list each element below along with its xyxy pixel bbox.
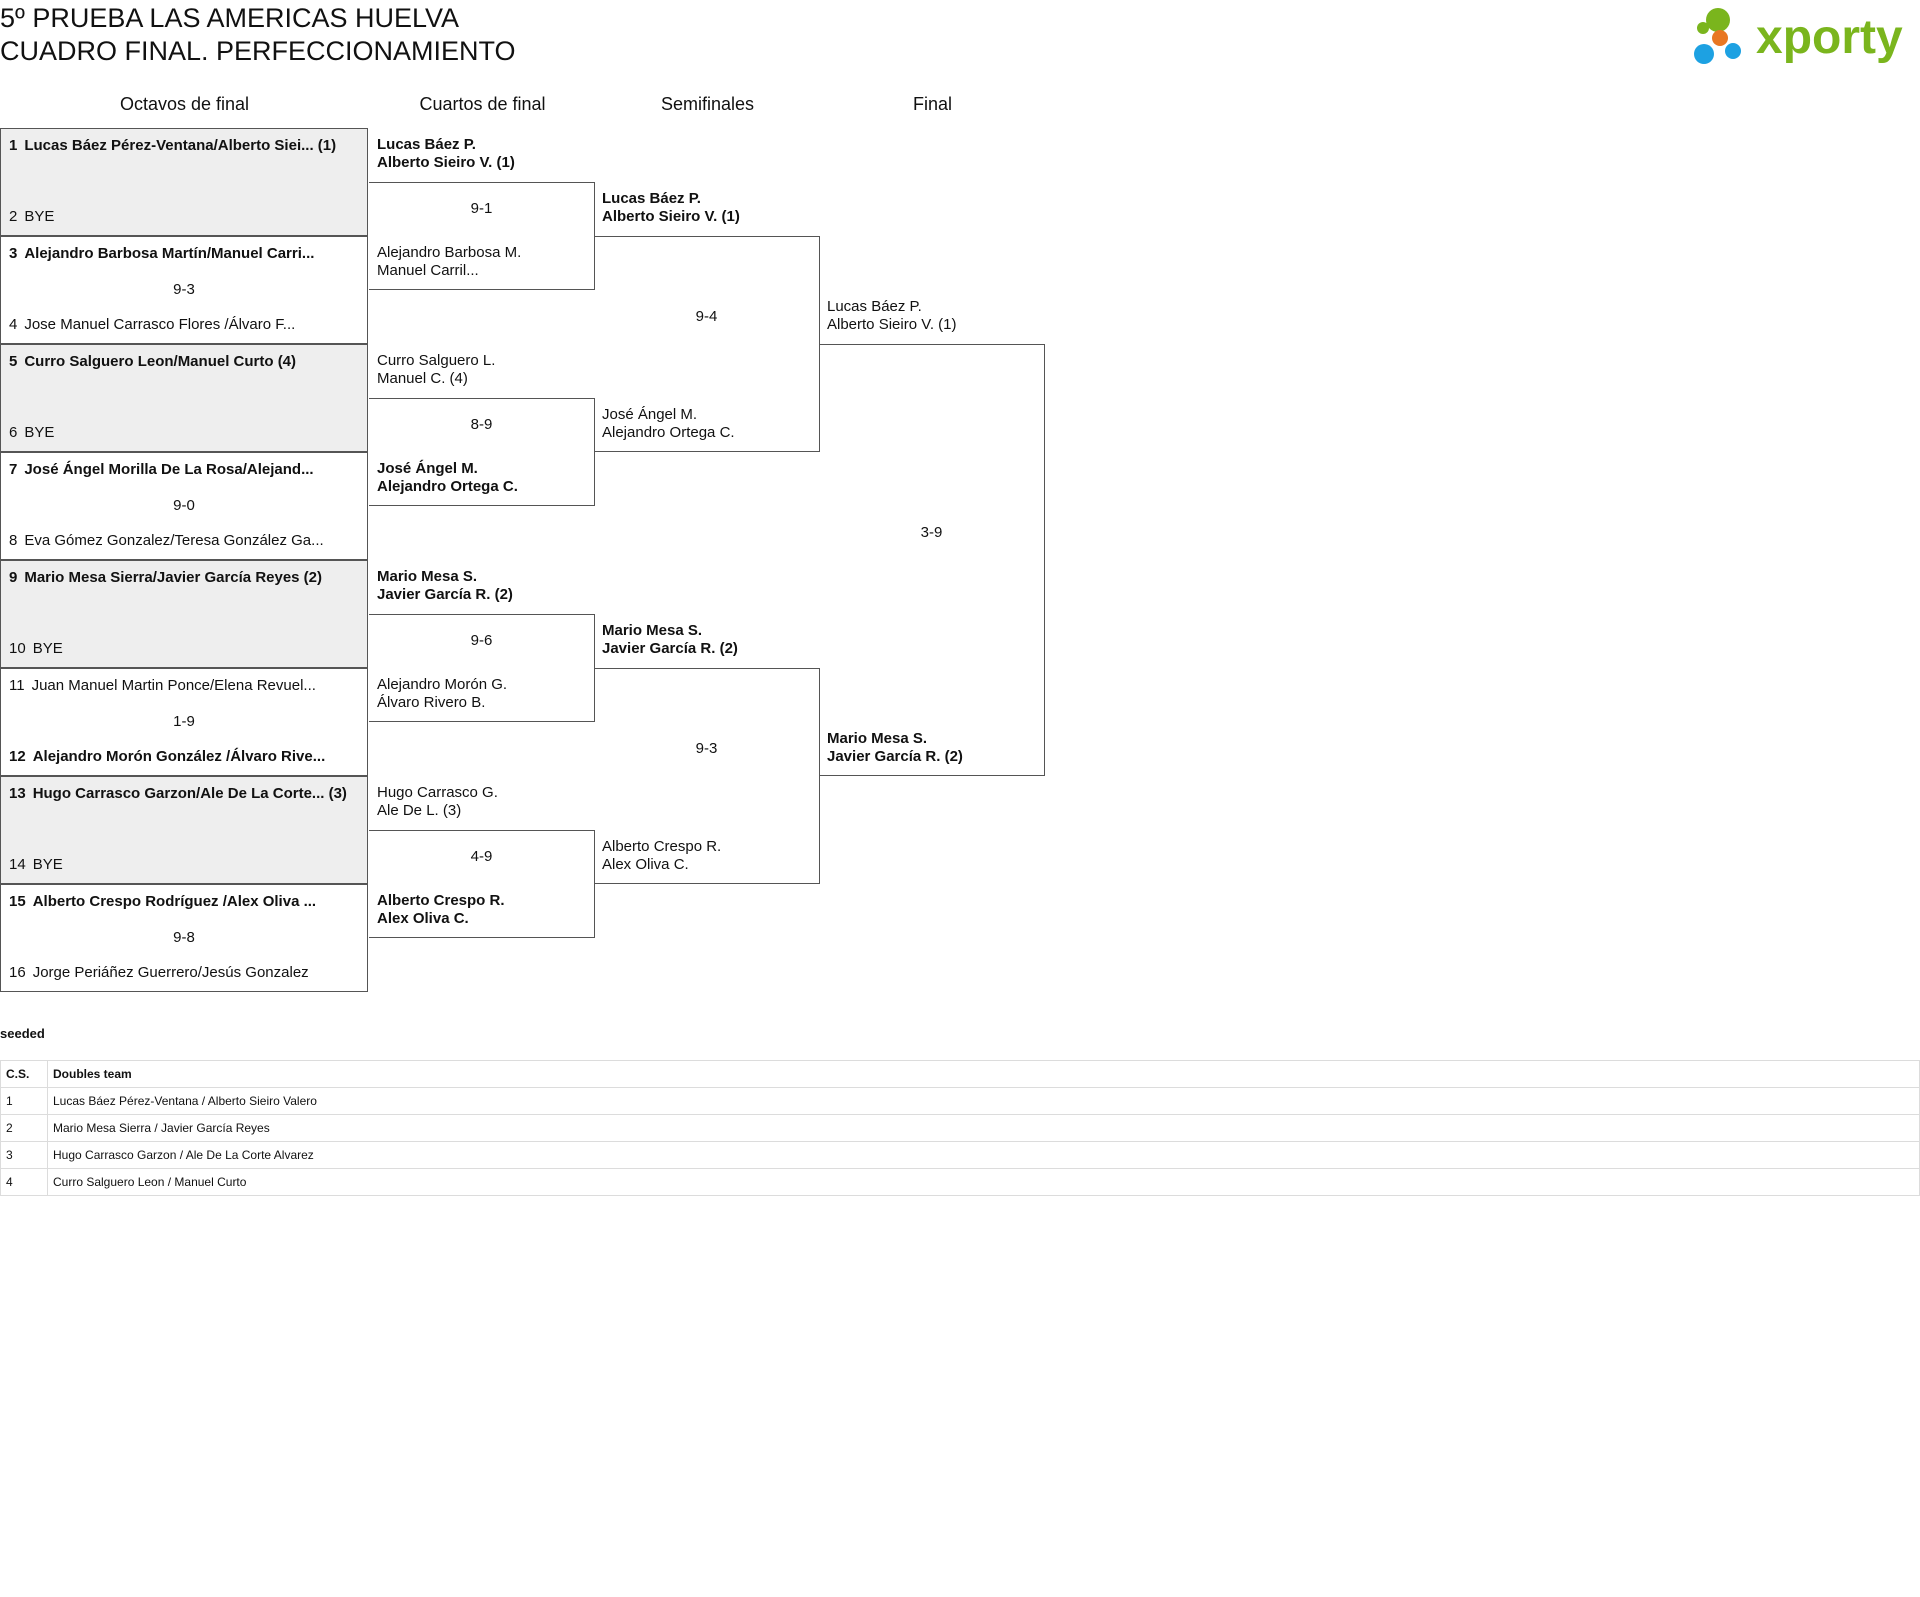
player-name: Alex Oliva C. (377, 910, 469, 927)
seed-number: 4 (9, 316, 18, 333)
table-row (1, 1088, 1920, 1115)
r16-match-8 (0, 884, 368, 992)
r16-match-6 (0, 668, 368, 776)
seed-number: 9 (9, 569, 18, 586)
round-header-qf: Cuartos de final (419, 94, 546, 114)
qf2-team-a (377, 352, 495, 388)
round-header-sf: Semifinales (660, 94, 755, 114)
player-name: Curro Salguero L. (377, 352, 496, 369)
seeded-table (0, 1060, 1920, 1196)
player-name: Ale De L. (3) (377, 802, 462, 819)
table-header-row (1, 1061, 1920, 1088)
player-name: José Ángel M. (377, 460, 478, 477)
team-name: Mario Mesa Sierra/Javier García Reyes (2) (24, 569, 323, 586)
player-name: Manuel C. (4) (377, 370, 468, 387)
table-row (1, 1142, 1920, 1169)
seed-number: 1 (9, 137, 18, 154)
final-team-b (827, 730, 963, 766)
sf2-team-b (602, 838, 721, 874)
match-score: 9-0 (173, 497, 195, 514)
team-name: José Ángel Morilla De La Rosa/Alejand... (24, 461, 314, 478)
qf1-team-b (377, 244, 521, 280)
seed-number: 12 (9, 748, 26, 765)
team-name: BYE (24, 208, 55, 225)
page-subtitle: CUADRO FINAL. PERFECCIONAMIENTO (0, 36, 516, 66)
player-name: Alex Oliva C. (602, 856, 689, 873)
team-name: Hugo Carrasco Garzon/Ale De La Corte... (3) (32, 785, 347, 802)
r16-match-4 (0, 452, 368, 560)
player-name: Lucas Báez P. (377, 136, 476, 153)
seed-number: 11 (9, 677, 25, 694)
player-name: Alberto Crespo R. (377, 892, 505, 909)
column-header-cs: C.S. (1, 1061, 48, 1088)
seed-number: 16 (9, 964, 26, 981)
team-name: Curro Salguero Leon/Manuel Curto (4) (24, 353, 297, 370)
sf1-team-b (602, 406, 735, 442)
player-name: Lucas Báez P. (827, 298, 922, 315)
final-connector (819, 344, 1045, 776)
match-score: 9-3 (173, 281, 195, 298)
seed-number: 10 (9, 640, 26, 657)
qf3-team-b (377, 676, 507, 712)
player-name: Alejandro Barbosa M. (377, 244, 522, 261)
column-header-team: Doubles team (48, 1061, 1920, 1088)
qf1-team-a (377, 136, 515, 172)
r16-match-1 (0, 128, 368, 236)
seed-number: 15 (9, 893, 26, 910)
qf3-score: 9-6 (470, 632, 493, 649)
sf2-team-a (602, 622, 738, 658)
player-name: Álvaro Rivero B. (377, 694, 486, 711)
r16-match-7 (0, 776, 368, 884)
table-row (1, 1115, 1920, 1142)
player-name: Alberto Sieiro V. (1) (602, 208, 740, 225)
player-name: Lucas Báez P. (602, 190, 701, 207)
seed-number: 5 (9, 353, 18, 370)
seed-number: 14 (9, 856, 26, 873)
seed-cell: 3 (1, 1142, 48, 1169)
seed-number: 3 (9, 245, 18, 262)
player-name: Javier García R. (2) (827, 748, 963, 765)
seed-number: 7 (9, 461, 18, 478)
player-name: José Ángel M. (602, 406, 698, 423)
team-name: Alberto Crespo Rodríguez /Alex Oliva ... (32, 893, 317, 910)
final-team-a (827, 298, 957, 334)
player-name: Javier García R. (2) (377, 586, 513, 603)
team-cell: Lucas Báez Pérez-Ventana / Alberto Sieiro Valero (48, 1088, 1920, 1115)
seed-number: 13 (9, 785, 26, 802)
player-name: Alejandro Ortega C. (602, 424, 735, 441)
seed-number: 8 (9, 532, 18, 549)
round-header-final: Final (912, 94, 952, 114)
player-name: Alberto Sieiro V. (1) (827, 316, 957, 333)
team-name: Juan Manuel Martin Ponce/Elena Revuel... (31, 677, 316, 694)
qf3-team-a (377, 568, 513, 604)
player-name: Manuel Carril... (377, 262, 479, 279)
qf4-team-b (377, 892, 505, 928)
player-name: Hugo Carrasco G. (377, 784, 498, 801)
match-score: 1-9 (173, 713, 195, 730)
team-name: Eva Gómez Gonzalez/Teresa González Ga... (24, 532, 324, 549)
logo-dot-orange-icon (1712, 30, 1728, 46)
seed-cell: 2 (1, 1115, 48, 1142)
r16-match-2 (0, 236, 368, 344)
team-name: Jorge Periáñez Guerrero/Jesús Gonzalez (32, 964, 309, 981)
team-name: Alejandro Barbosa Martín/Manuel Carri... (24, 245, 315, 262)
team-cell: Hugo Carrasco Garzon / Ale De La Corte Alvarez (48, 1142, 1920, 1169)
qf4-score: 4-9 (470, 848, 493, 865)
team-cell: Curro Salguero Leon / Manuel Curto (48, 1169, 1920, 1196)
player-name: Alejandro Morón G. (377, 676, 508, 693)
sf1-team-a (602, 190, 740, 226)
seed-cell: 1 (1, 1088, 48, 1115)
logo-dot-green-icon (1706, 8, 1730, 32)
page-title: 5º PRUEBA LAS AMERICAS HUELVA (0, 3, 460, 33)
seed-number: 6 (9, 424, 18, 441)
sf2-score: 9-3 (695, 740, 718, 757)
player-name: Mario Mesa S. (827, 730, 928, 747)
xporty-logo (1690, 4, 1920, 70)
r16-match-3 (0, 344, 368, 452)
team-name: Lucas Báez Pérez-Ventana/Alberto Siei... (1) (24, 137, 337, 154)
player-name: Alberto Sieiro V. (1) (377, 154, 515, 171)
r16-match-5 (0, 560, 368, 668)
team-name: BYE (32, 856, 63, 873)
player-name: Javier García R. (2) (602, 640, 738, 657)
seeded-title: seeded (0, 1026, 45, 1041)
player-name: Mario Mesa S. (377, 568, 478, 585)
qf4-team-a (377, 784, 498, 820)
match-score: 9-8 (173, 929, 195, 946)
team-name: Jose Manuel Carrasco Flores /Álvaro F... (24, 316, 296, 333)
logo-dot-blue-icon (1694, 44, 1714, 64)
logo-text: xporty (1756, 11, 1903, 64)
team-name: BYE (32, 640, 63, 657)
player-name: Alberto Crespo R. (602, 838, 722, 855)
team-cell: Mario Mesa Sierra / Javier García Reyes (48, 1115, 1920, 1142)
qf1-score: 9-1 (470, 200, 493, 217)
seed-cell: 4 (1, 1169, 48, 1196)
team-name: BYE (24, 424, 55, 441)
player-name: Alejandro Ortega C. (377, 478, 518, 495)
qf2-team-b (377, 460, 518, 496)
qf2-score: 8-9 (470, 416, 493, 433)
final-score: 3-9 (920, 524, 943, 541)
table-row (1, 1169, 1920, 1196)
sf1-score: 9-4 (695, 308, 718, 325)
logo-dot-small-green-icon (1697, 22, 1709, 34)
seed-number: 2 (9, 208, 18, 225)
player-name: Mario Mesa S. (602, 622, 703, 639)
team-name: Alejandro Morón González /Álvaro Rive... (32, 748, 326, 765)
round-header-r16: Octavos de final (119, 94, 250, 114)
logo-dot-small-blue-icon (1725, 43, 1741, 59)
